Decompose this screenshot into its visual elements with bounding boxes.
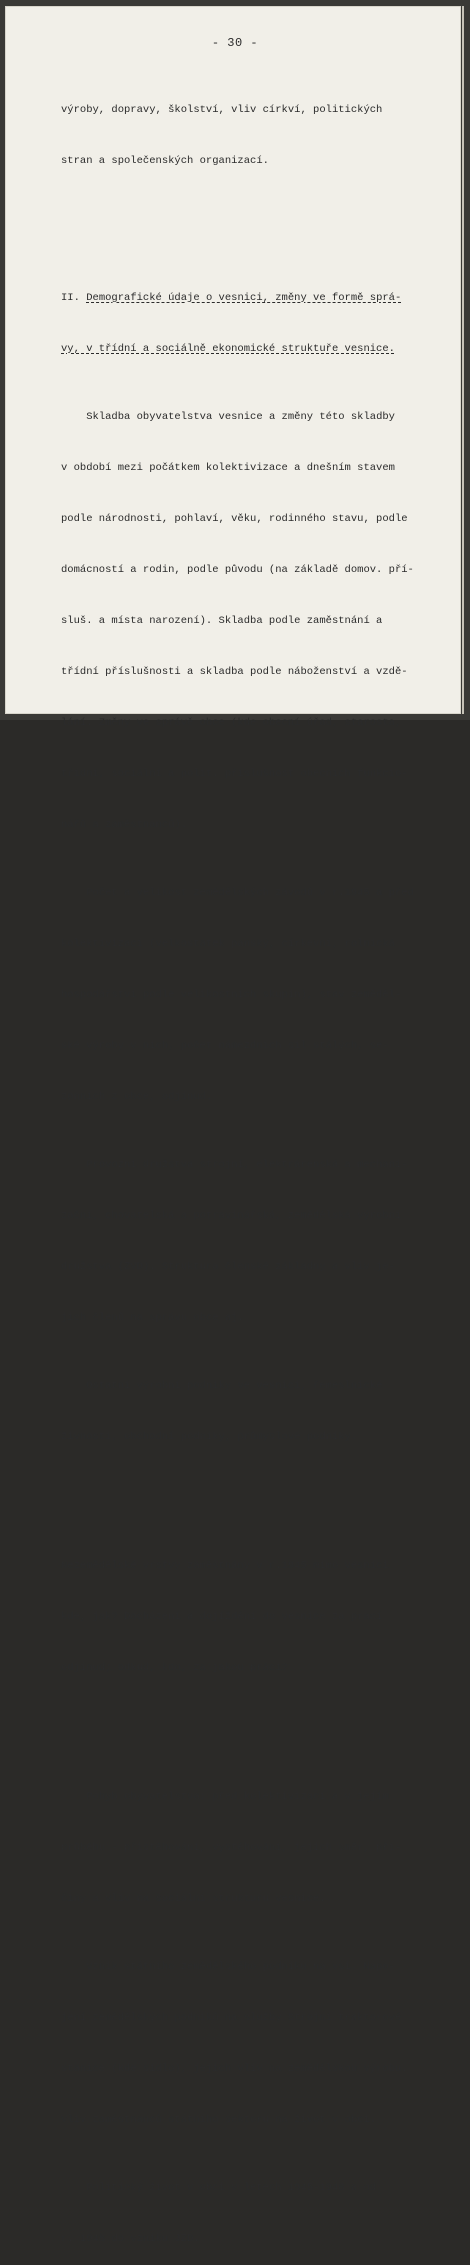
line-text: Pohyb obyvatelstva: před kolektivizací a v jejím (86, 1791, 389, 1803)
body-line: průběhu - přistěhování, vystěhování, jejich směr, pří- (61, 1842, 402, 1854)
body-line (61, 1959, 421, 1976)
body-line: ské výroby v nich, počet námezdních sil stálých, se- (61, 1040, 389, 1052)
body-line: zační, chovatelská a potravinářská, zemědělská výrobní (61, 1210, 402, 1222)
line-text: Vznik státního zemědělského podniku na vsi. Napo- (86, 1961, 395, 1973)
body-line (61, 2180, 421, 2197)
line-text: Provozní družstva strojní, elektrárenská a mechani- (86, 1159, 408, 1171)
body-line: družstva (ZVD). Struktura členské základny a vliv je- (61, 1261, 395, 1273)
body-line: zonních z obce, odjinud. (61, 1091, 213, 1103)
line-text: Skladba obyvatelstva vesnice a změny této skladby (86, 411, 395, 423)
body-line: nářů a zaměstnanců). (61, 819, 188, 831)
line-text: Počet a velikost zemědělských závodů v r.1945 a před (86, 887, 414, 899)
body-line: Nezemědělské vrstvy zaměstnány v r.1945 mimo vesnici (61, 1560, 389, 1572)
body-line: podle národnosti, pohlaví, věku, rodinného stavu, podle (61, 513, 408, 525)
line-text: Ostatní výrobní podniky ve vesnici, řemeslnické (86, 1380, 383, 1392)
body-line: domácností a rodin, podle původu (na základě domov. pří- (61, 564, 414, 576)
body-line (61, 409, 421, 426)
body-line: sluš. a místa narození). Skladba podle zaměstnání a (61, 615, 383, 627)
body-line: Vliv zaměstnanců státního sektoru na život v obci. (61, 2114, 377, 2126)
section-heading (61, 290, 421, 307)
body-line: třídní příslušnosti a skladba podle náboženství a vzdě- (61, 666, 408, 678)
body-line: stanice (kde sídlo), jejich vliv na zemědělskou výrobu. (61, 2063, 408, 2075)
body-line: třídní, sociální a polit. příslušnost obecních funkcio- (61, 768, 408, 780)
body-line: v období mezi počátkem kolektivizace a dnešním stavem (61, 462, 395, 474)
body-line: jení zemědělských podniků na služby Strojní traktorové (61, 2012, 402, 2024)
line-text: Politický život v obci v letech 1945-1948 a od (86, 2182, 377, 2194)
section-heading-line1: Demografické údaje o vesnici, změny ve formě sprá- (86, 292, 402, 304)
page-edge (462, 6, 464, 714)
body-line (61, 1157, 421, 1174)
body-line: výroby, dopravy, školství, vliv církví, politických (61, 104, 383, 116)
body-line: r. 1948 do vzniku JZD. (61, 2233, 200, 2245)
body-line: činy a vliv na sociální strukturu vesnice. (61, 1893, 326, 1905)
section-heading-line2: vy, v třídní a sociálně ekonomické struktuře vesnice. (61, 343, 395, 355)
section-heading-continued (61, 341, 421, 358)
body-line: hospodářství podle velikostních skupin), stav zeměděl- (61, 989, 402, 1001)
page-body (61, 68, 421, 2265)
body-line: jich členů na správu obce aj. (61, 1312, 244, 1324)
section-numeral: II. (61, 292, 87, 304)
body-line (61, 1789, 421, 1806)
spacer (61, 1728, 421, 1738)
body-line (61, 885, 421, 902)
spacer (61, 1497, 421, 1507)
body-line (61, 1378, 421, 1395)
body-line: kde, jak? Docházení a dojíždění do vesnice za prací (61, 1611, 383, 1623)
body-line: odjinud; odkud, kdo, za jakou práci? (61, 1662, 288, 1674)
body-line: živnosti, obchodní podniky, průmyslové podniky. (61, 1431, 358, 1443)
body-line: kolektivizací (velkostatek panský, církevní, rolnická (61, 938, 395, 950)
body-line: lání. Změny ve správě obce (kde obecní úřad, starosta, (61, 717, 402, 729)
page-number: - 30 - (211, 36, 259, 50)
spacer (61, 221, 421, 239)
body-line: stran a společenských organizací. (61, 155, 269, 167)
